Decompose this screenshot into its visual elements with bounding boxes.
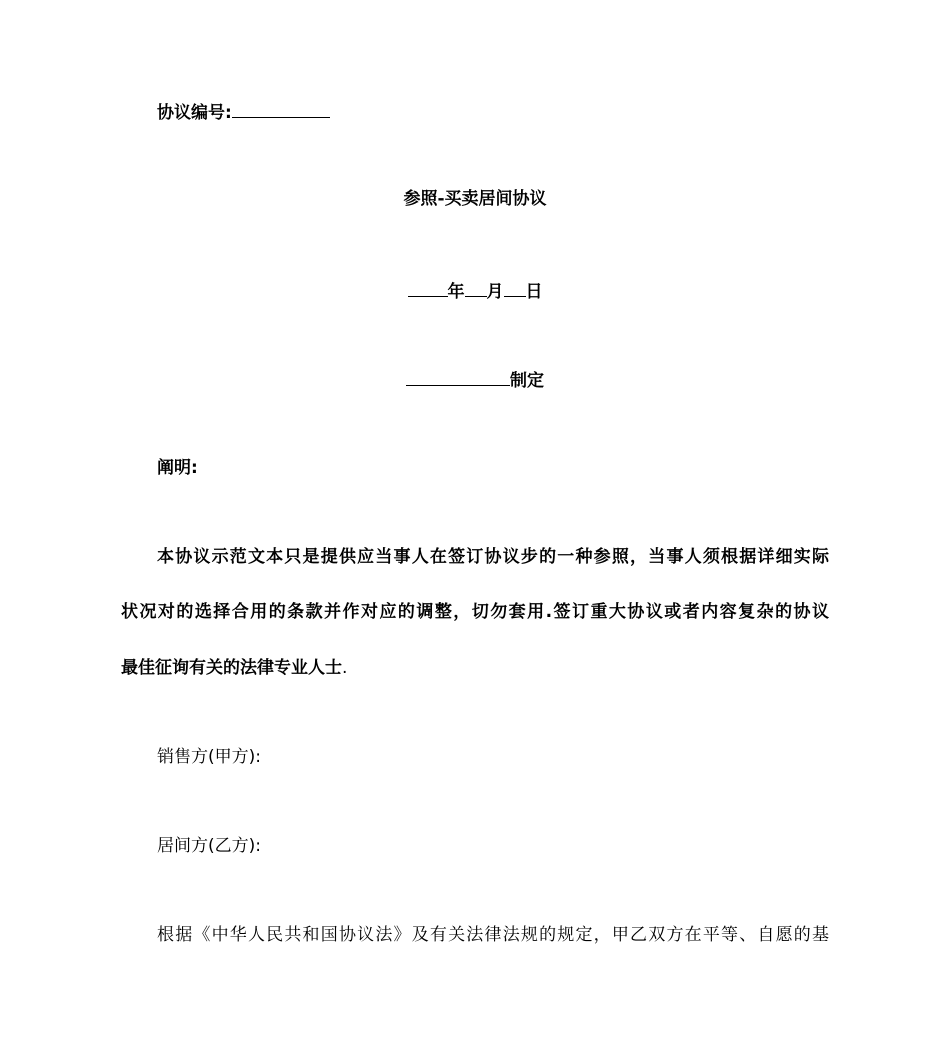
agreement-number-blank bbox=[232, 99, 330, 118]
year-label: 年 bbox=[447, 282, 465, 302]
statement-line-1: 本协议示范文本只是提供应当事人在签订协议步的一种参照，当事人须根据详细实际 bbox=[157, 547, 829, 567]
statement-line-3-period: . bbox=[342, 658, 348, 678]
maker-label: 制定 bbox=[510, 371, 544, 391]
statement-line-3: 最佳征询有关的法律专业人士 bbox=[121, 658, 342, 678]
statement-heading: 阐明: bbox=[157, 458, 198, 478]
agreement-number-label: 协议编号: bbox=[157, 103, 232, 123]
seller-party: 销售方(甲方): bbox=[157, 747, 261, 767]
day-blank bbox=[504, 278, 526, 297]
maker-blank bbox=[406, 367, 510, 386]
document-title: 参照-买卖居间协议 bbox=[403, 189, 547, 209]
broker-party: 居间方(乙方): bbox=[157, 836, 261, 856]
year-blank bbox=[408, 278, 448, 297]
maker-row bbox=[0, 367, 950, 393]
day-label: 日 bbox=[525, 282, 543, 302]
month-label: 月 bbox=[486, 282, 504, 302]
body-paragraph-1: 根据《中华人民共和国协议法》及有关法律法规的规定，甲乙双方在平等、自愿的基 bbox=[157, 925, 829, 945]
date-row bbox=[0, 278, 950, 304]
statement-line-2: 状况对的选择合用的条款并作对应的调整，切勿套用.签订重大协议或者内容复杂的协议 bbox=[121, 602, 829, 622]
agreement-number-row bbox=[157, 99, 330, 125]
statement-line-3-row bbox=[121, 656, 347, 680]
month-blank bbox=[465, 278, 487, 297]
